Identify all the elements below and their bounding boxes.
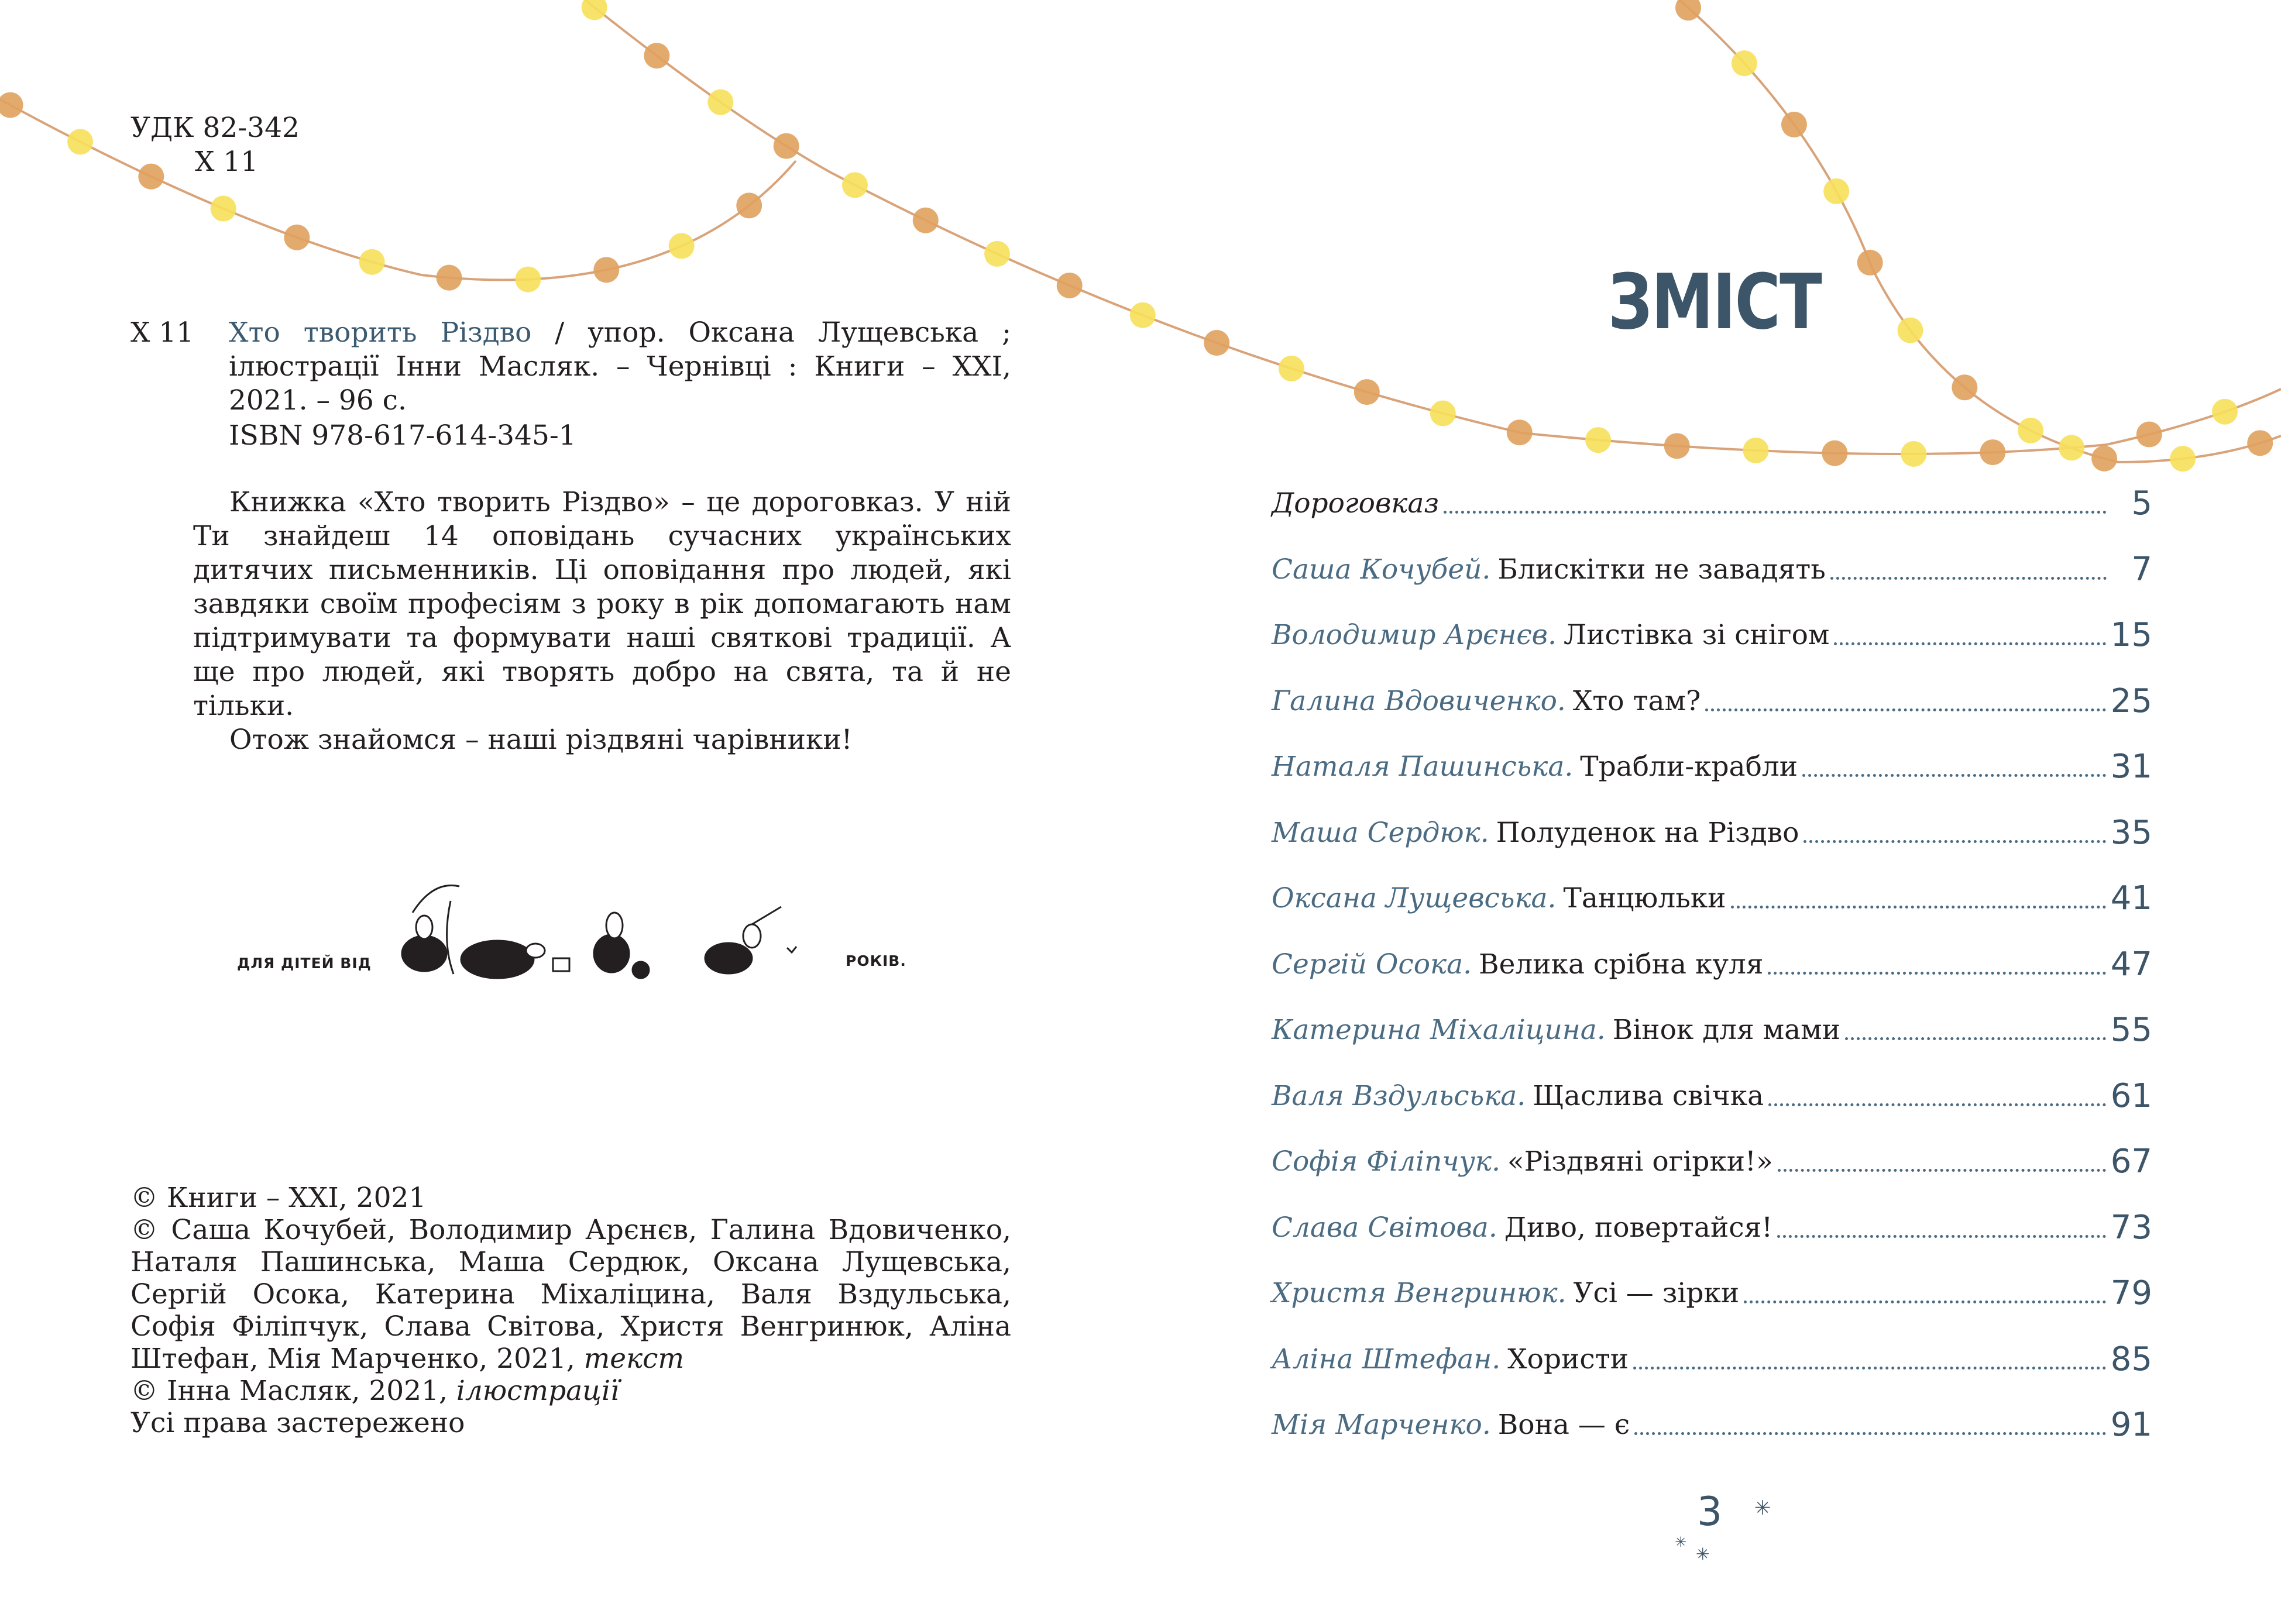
toc-story-title: «Різдвяні огірки!» bbox=[1507, 1145, 1773, 1178]
garland-bead bbox=[1980, 439, 2005, 465]
garland-bead bbox=[984, 241, 1010, 267]
garland-bead bbox=[2247, 430, 2273, 456]
garland-bead bbox=[2136, 422, 2162, 448]
toc-entry bbox=[1272, 941, 2152, 982]
garland-bead bbox=[2018, 418, 2043, 443]
toc-entry bbox=[1272, 1336, 2152, 1377]
garland-bead bbox=[1901, 441, 1926, 467]
toc-story-title: Трабли-крабли bbox=[1580, 751, 1798, 783]
garland-bead bbox=[1857, 250, 1883, 276]
garland-bead bbox=[67, 129, 93, 154]
toc-story-title: Щаслива свічка bbox=[1533, 1079, 1764, 1112]
star-decoration-icon: ✳ bbox=[1754, 1496, 1771, 1520]
star-decoration-icon: ✳ bbox=[1696, 1544, 1710, 1564]
toc-entry bbox=[1272, 677, 2152, 718]
annotation bbox=[193, 486, 1011, 757]
toc-story-title: Диво, повертайся! bbox=[1504, 1211, 1773, 1244]
toc-page-number: 47 bbox=[2110, 945, 2152, 983]
garland-bead bbox=[1732, 50, 1757, 76]
rights-reserved: Усі права застережено bbox=[130, 1407, 465, 1439]
garland-bead bbox=[582, 0, 607, 20]
toc-entry bbox=[1272, 546, 2152, 587]
toc-entry bbox=[1272, 743, 2152, 784]
garland-bead bbox=[1781, 112, 1807, 137]
annotation-paragraph: Книжка «Хто творить Різдво» – це дороговказ. У ній Ти знайдеш 14 оповідань сучасних українських дитячих письменників. Ці оповідання про людей, які завдяки своїм професіям з року в рік допомагають нам підтримувати та формувати наші святкові традиції. А ще про людей, які творять добро на свята, та й не тільки. bbox=[193, 486, 1011, 722]
garland-bead bbox=[593, 257, 619, 283]
garland-bead bbox=[1130, 302, 1156, 328]
toc-author: Софія Філіпчук. bbox=[1272, 1145, 1500, 1178]
toc-page-number: 5 bbox=[2131, 484, 2152, 522]
garland-bead bbox=[2091, 446, 2117, 472]
toc-entry bbox=[1272, 875, 2152, 916]
age-label-left: ДЛЯ ДІТЕЙ ВІД bbox=[237, 955, 372, 972]
copyright-text-label: текст bbox=[583, 1343, 685, 1375]
toc-author: Дороговказ bbox=[1272, 487, 1440, 519]
garland-bead bbox=[644, 43, 669, 68]
garland-bead bbox=[842, 172, 868, 198]
toc-story-title: Хористи bbox=[1507, 1343, 1629, 1375]
toc-title: ЗМІСТ bbox=[1608, 257, 1822, 346]
garland-bead bbox=[2212, 399, 2238, 425]
toc-page-number: 31 bbox=[2110, 748, 2152, 786]
toc-page-number: 79 bbox=[2110, 1274, 2152, 1312]
udk-block bbox=[130, 111, 300, 179]
garland-bead bbox=[736, 192, 762, 218]
toc-entry bbox=[1272, 480, 2152, 521]
toc-entry bbox=[1272, 1269, 2152, 1310]
copyright-publisher: © Книги – ХХІ, 2021 bbox=[130, 1182, 427, 1214]
toc-author: Володимир Арєнєв. bbox=[1272, 619, 1557, 651]
toc-leader-dots bbox=[1731, 906, 2106, 909]
toc-entry bbox=[1272, 1401, 2152, 1442]
udk-code: УДК 82-342 bbox=[130, 112, 300, 144]
garland-bead bbox=[2170, 446, 2196, 472]
toc-story-title: Усі — зірки bbox=[1573, 1277, 1740, 1309]
toc-story-title: Хто там? bbox=[1572, 684, 1701, 717]
garland-bead bbox=[1354, 379, 1380, 405]
toc-leader-dots bbox=[1778, 1169, 2106, 1172]
biblio-text bbox=[229, 316, 1011, 418]
book-title: Хто творить Різдво bbox=[229, 316, 532, 349]
toc-leader-dots bbox=[1830, 577, 2107, 580]
toc-page-number: 35 bbox=[2110, 813, 2152, 852]
toc-author: Галина Вдовиченко. bbox=[1272, 684, 1566, 717]
toc-entry bbox=[1272, 1204, 2152, 1245]
toc-page-number: 85 bbox=[2110, 1340, 2152, 1378]
garland-bead bbox=[1823, 178, 1849, 204]
toc-leader-dots bbox=[1803, 840, 2105, 843]
toc-leader-dots bbox=[1777, 1235, 2106, 1238]
garland-bead bbox=[284, 225, 310, 250]
toc-page-number: 41 bbox=[2110, 879, 2152, 917]
toc-leader-dots bbox=[1633, 1367, 2106, 1370]
biblio-details: / упор. Оксана Лущевська ; ілюстрації Інни Масляк. – Чернівці : Книги – ХХІ, 2021. – 96 с. bbox=[229, 316, 1011, 417]
garland-bead bbox=[515, 267, 541, 293]
garland-bead bbox=[1585, 427, 1611, 453]
garland-bead bbox=[707, 90, 733, 115]
toc-author: Маша Сердюк. bbox=[1272, 816, 1489, 849]
copyright-illustrator bbox=[130, 1375, 1011, 1407]
toc-entry bbox=[1272, 1072, 2152, 1113]
biblio-code: Х 11 bbox=[130, 316, 194, 349]
toc-leader-dots bbox=[1834, 642, 2105, 645]
toc-entry bbox=[1272, 809, 2152, 850]
copyright-illustrations-label: ілюстрації bbox=[456, 1375, 620, 1407]
toc-leader-dots bbox=[1802, 774, 2106, 777]
garland-bead bbox=[1430, 401, 1456, 426]
toc-story-title: Танцюльки bbox=[1563, 882, 1726, 914]
garland-bead bbox=[1675, 0, 1701, 20]
garland-bead bbox=[669, 233, 695, 259]
toc-author: Саша Кочубей. bbox=[1272, 553, 1491, 586]
toc-page-number: 61 bbox=[2110, 1076, 2152, 1115]
garland-bead bbox=[774, 133, 799, 159]
toc-story-title: Вона — є bbox=[1497, 1409, 1630, 1441]
toc-entry bbox=[1272, 611, 2152, 652]
garland-bead bbox=[1664, 433, 1690, 459]
toc-author: Мія Марченко. bbox=[1272, 1409, 1491, 1441]
toc-story-title: Велика срібна куля bbox=[1479, 948, 1764, 980]
toc-story-title: Листівка зі снігом bbox=[1563, 619, 1830, 651]
copyright-authors bbox=[130, 1214, 1011, 1375]
toc-page-number: 91 bbox=[2110, 1406, 2152, 1444]
toc-leader-dots bbox=[1744, 1300, 2106, 1303]
isbn: ISBN 978-617-614-345-1 bbox=[229, 419, 576, 452]
toc-author: Христя Венгринюк. bbox=[1272, 1277, 1567, 1309]
toc-author: Валя Вздульська. bbox=[1272, 1079, 1526, 1112]
toc-author: Наталя Пашинська. bbox=[1272, 751, 1574, 783]
garland-bead bbox=[2059, 435, 2084, 460]
toc-leader-dots bbox=[1768, 972, 2105, 975]
toc-leader-dots bbox=[1444, 511, 2107, 514]
age-rating-illustration bbox=[237, 872, 916, 989]
toc-leader-dots bbox=[1634, 1432, 2106, 1435]
garland-bead bbox=[1057, 273, 1083, 298]
author-mark: Х 11 bbox=[195, 146, 259, 178]
garland-bead bbox=[1743, 438, 1768, 463]
garland-bead bbox=[437, 265, 462, 291]
toc-page-number: 7 bbox=[2131, 550, 2152, 589]
toc-story-title: Блискітки не завадять bbox=[1497, 553, 1826, 586]
garland-bead bbox=[359, 249, 385, 275]
toc-page-number: 25 bbox=[2110, 682, 2152, 720]
toc-author: Катерина Міхаліцина. bbox=[1272, 1014, 1606, 1046]
garland-bead bbox=[1507, 419, 1533, 445]
annotation-paragraph: Отож знайомся – наші різдвяні чарівники! bbox=[229, 724, 853, 756]
copyright-illustrator-text: © Інна Масляк, 2021, bbox=[130, 1375, 456, 1407]
toc-author: Аліна Штефан. bbox=[1272, 1343, 1501, 1375]
toc-page-number: 67 bbox=[2110, 1143, 2152, 1181]
garland-bead bbox=[1898, 318, 1923, 343]
toc-author: Сергій Осока. bbox=[1272, 948, 1472, 980]
copyright-authors-text: © Саша Кочубей, Володимир Арєнєв, Галина Вдовиченко, Наталя Пашинська, Маша Сердюк, Оксана Лущевська, Сергій Осока, Катерина Міхаліцина, Валя Вздульська, Софія Філіпчук, Слава Світова, Христя Венгринюк, Аліна Штефан, Мія Марченко, 2021, bbox=[130, 1214, 1011, 1375]
toc-author: Оксана Лущевська. bbox=[1272, 882, 1557, 914]
toc-entry bbox=[1272, 1138, 2152, 1179]
garland-bead bbox=[1279, 356, 1304, 381]
toc-leader-dots bbox=[1845, 1037, 2106, 1040]
copyright-block bbox=[130, 1182, 1011, 1439]
toc-entry bbox=[1272, 1006, 2152, 1047]
star-decoration-icon: ✳ bbox=[1675, 1534, 1687, 1550]
garland-bead bbox=[913, 208, 939, 233]
toc-page-number: 15 bbox=[2110, 616, 2152, 654]
garland-bead bbox=[1952, 374, 1977, 400]
sheep-illustration bbox=[377, 872, 846, 989]
bibliographic-record bbox=[130, 316, 1011, 418]
toc-leader-dots bbox=[1705, 708, 2105, 711]
age-label-right: РОКІВ. bbox=[846, 952, 906, 969]
page-number: 3 bbox=[1697, 1489, 1723, 1535]
garland-bead bbox=[211, 196, 236, 222]
toc-story-title: Вінок для мами bbox=[1612, 1014, 1841, 1046]
toc-leader-dots bbox=[1768, 1103, 2106, 1106]
garland-bead bbox=[1204, 330, 1229, 356]
toc-author: Слава Світова. bbox=[1272, 1211, 1497, 1244]
toc-page-number: 73 bbox=[2110, 1208, 2152, 1247]
toc-story-title: Полуденок на Різдво bbox=[1496, 816, 1799, 849]
toc-page-number: 55 bbox=[2110, 1011, 2152, 1049]
garland-bead bbox=[1822, 441, 1847, 466]
garland-bead bbox=[0, 92, 23, 118]
